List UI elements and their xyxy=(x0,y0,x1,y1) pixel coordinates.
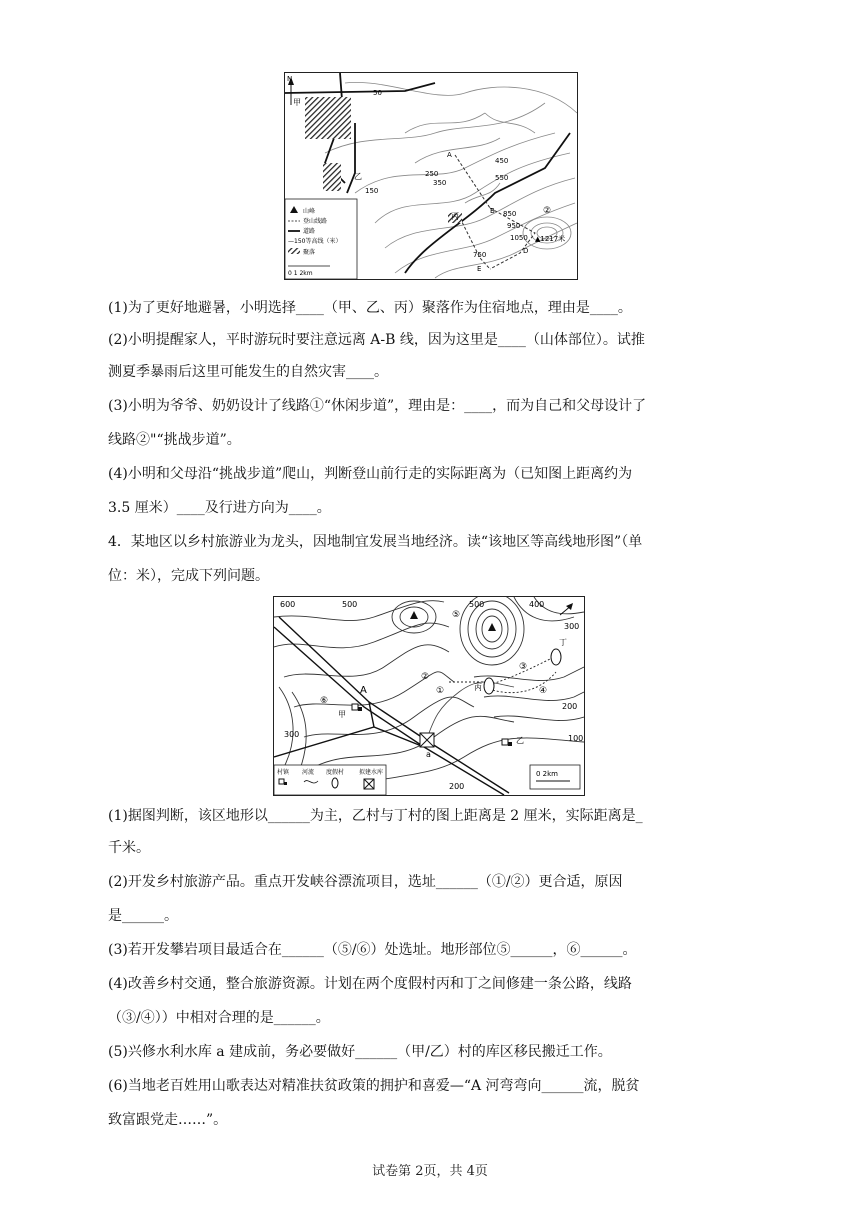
topographic-map-1-drawing xyxy=(285,73,577,279)
q3-line-1: (1)为了更好地避暑，小明选择____（甲、乙、丙）聚落作为住宿地点，理由是____。 xyxy=(108,300,632,316)
q4-line-7: （③/④））中相对合理的是______。 xyxy=(108,1010,330,1026)
contour-250-label: 250 xyxy=(425,170,439,178)
q4-line-1: (1)据图判断，该区地形以______为主，乙村与丁村的图上距离是 2 厘米，实际距离是_ xyxy=(108,808,643,824)
q3-line-4: (3)小明为爷爷、奶奶设计了线路①“休闲步道”，理由是：____，而为自己和父母设计了 xyxy=(108,398,647,414)
label-d: D xyxy=(523,247,529,255)
route-2-label: ② xyxy=(543,206,552,216)
label-jia: 甲 xyxy=(293,98,301,107)
q4-line-6: (4)改善乡村交通，整合旅游资源。计划在两个度假村丙和丁之间修建一条公路，线路 xyxy=(108,976,632,992)
legend-scale: 0 1 2km xyxy=(288,270,313,277)
site-2-label: ② xyxy=(421,672,430,682)
q4-line-10: 致富跟党走……”。 xyxy=(108,1112,228,1128)
village-yi-label: 乙 xyxy=(516,736,524,745)
q4-line-3: (2)开发乡村旅游产品。重点开发峡谷漂流项目，选址______（①/②）更合适，原因 xyxy=(108,874,623,890)
resort-bing-icon xyxy=(484,678,494,694)
topographic-map-1 xyxy=(284,72,578,280)
q4-line-4: 是______。 xyxy=(108,908,178,924)
legend-contour: —150等高线（米） xyxy=(288,238,342,245)
q3-line-6: (4)小明和父母沿“挑战步道”爬山，判断登山前行走的实际距离为（已知图上距离约为 xyxy=(108,466,633,482)
topographic-map-2 xyxy=(273,596,585,796)
contour-450-label: 450 xyxy=(495,157,509,165)
legend-river: 河流 xyxy=(302,769,315,776)
resort-ding-icon xyxy=(551,649,561,665)
legend-resort: 度假村 xyxy=(326,769,345,776)
topographic-map-2-drawing xyxy=(274,597,584,795)
contour-950-label: 950 xyxy=(507,222,521,230)
contour-600-label: 600 xyxy=(280,600,296,609)
settlement-icon xyxy=(288,248,300,254)
settlement-jia xyxy=(305,97,351,139)
q3-line-3: 测夏季暴雨后这里可能发生的自然灾害____。 xyxy=(108,364,388,380)
label-a: A xyxy=(447,151,452,159)
site-5-label: ⑤ xyxy=(452,610,461,620)
legend-scale: 0 2km xyxy=(536,770,559,778)
peak-icon-2 xyxy=(488,623,496,631)
q4-line-5: (3)若开发攀岩项目最适合在______（⑤/⑥）处选址。地形部位⑤______，⑥______。 xyxy=(108,942,637,958)
village-yi-icon xyxy=(502,739,512,746)
settlement-yi xyxy=(323,163,341,191)
contour-1050-label: 1050 xyxy=(510,234,528,242)
label-bing: 丙 xyxy=(451,212,459,221)
contour-850-label: 850 xyxy=(503,210,517,218)
contour-400-label: 400 xyxy=(529,600,545,609)
legend-settlement: 聚落 xyxy=(303,249,316,256)
contour-500-label-a: 500 xyxy=(342,600,358,609)
label-yi: 乙 xyxy=(354,172,362,181)
contour-750-label: 750 xyxy=(473,251,487,259)
contour-50-label: 50 xyxy=(373,89,382,97)
contour-150-label: 150 xyxy=(365,187,379,195)
peak-label: ▲1217米 xyxy=(535,235,566,243)
q4-line-9: (6)当地老百姓用山歌表达对精准扶贫政策的拥护和喜爱—“A 河弯弯向______流，脱贫 xyxy=(108,1078,640,1094)
contour-300-label-a: 300 xyxy=(564,622,580,631)
legend-peak: 山峰 xyxy=(303,208,316,215)
site-1-label: ① xyxy=(436,686,445,696)
contour-300-label-b: 300 xyxy=(284,730,300,739)
legend-road: 道路 xyxy=(303,228,316,235)
site-6-label: ⑥ xyxy=(320,696,329,706)
q4-intro-line-1: 4．某地区以乡村旅游业为龙头，因地制宜发展当地经济。读“该地区等高线地形图”（单 xyxy=(108,534,643,550)
legend-resort-icon xyxy=(332,778,338,788)
contour-100-label: 100 xyxy=(568,734,584,743)
route-4-label: ④ xyxy=(539,686,548,696)
contour-550-label: 550 xyxy=(495,174,509,182)
q3-line-5: 线路②"“挑战步道”。 xyxy=(108,432,241,448)
contour-350-label: 350 xyxy=(433,179,447,187)
q3-line-7: 3.5 厘米）____及行进方向为____。 xyxy=(108,500,331,516)
resort-bing-label: 丙 xyxy=(474,683,482,692)
resort-ding-label: 丁 xyxy=(559,638,567,647)
q4-line-8: (5)兴修水利水库 a 建成前，务必要做好______（甲/乙）村的库区移民搬迁工作。 xyxy=(108,1044,612,1060)
label-b: B xyxy=(490,207,495,215)
route-3-label: ③ xyxy=(519,662,528,672)
north-label: N xyxy=(287,75,293,83)
river-a-label: A xyxy=(360,685,367,696)
contour-200-label-a: 200 xyxy=(562,702,578,711)
page-footer: 试卷第 2页，共 4页 xyxy=(372,1164,488,1179)
legend-village-icon xyxy=(279,779,284,784)
label-e: E xyxy=(477,265,482,273)
peak-icon-1 xyxy=(410,611,418,619)
reservoir-a-label: a xyxy=(426,750,431,759)
q3-line-2: (2)小明提醒家人，平时游玩时要注意远离 A-B 线，因为这里是____（山体部位）。试推 xyxy=(108,332,645,348)
q4-intro-line-2: 位：米），完成下列问题。 xyxy=(108,568,269,584)
legend-village: 村镇 xyxy=(277,769,290,776)
legend-trail: 登山线路 xyxy=(303,218,328,225)
legend-reservoir: 拟建水库 xyxy=(359,769,384,776)
contour-500-label-b: 500 xyxy=(469,600,485,609)
q4-line-2: 千米。 xyxy=(108,840,150,856)
contour-200-label-b: 200 xyxy=(449,782,465,791)
village-jia-label: 甲 xyxy=(338,710,346,719)
